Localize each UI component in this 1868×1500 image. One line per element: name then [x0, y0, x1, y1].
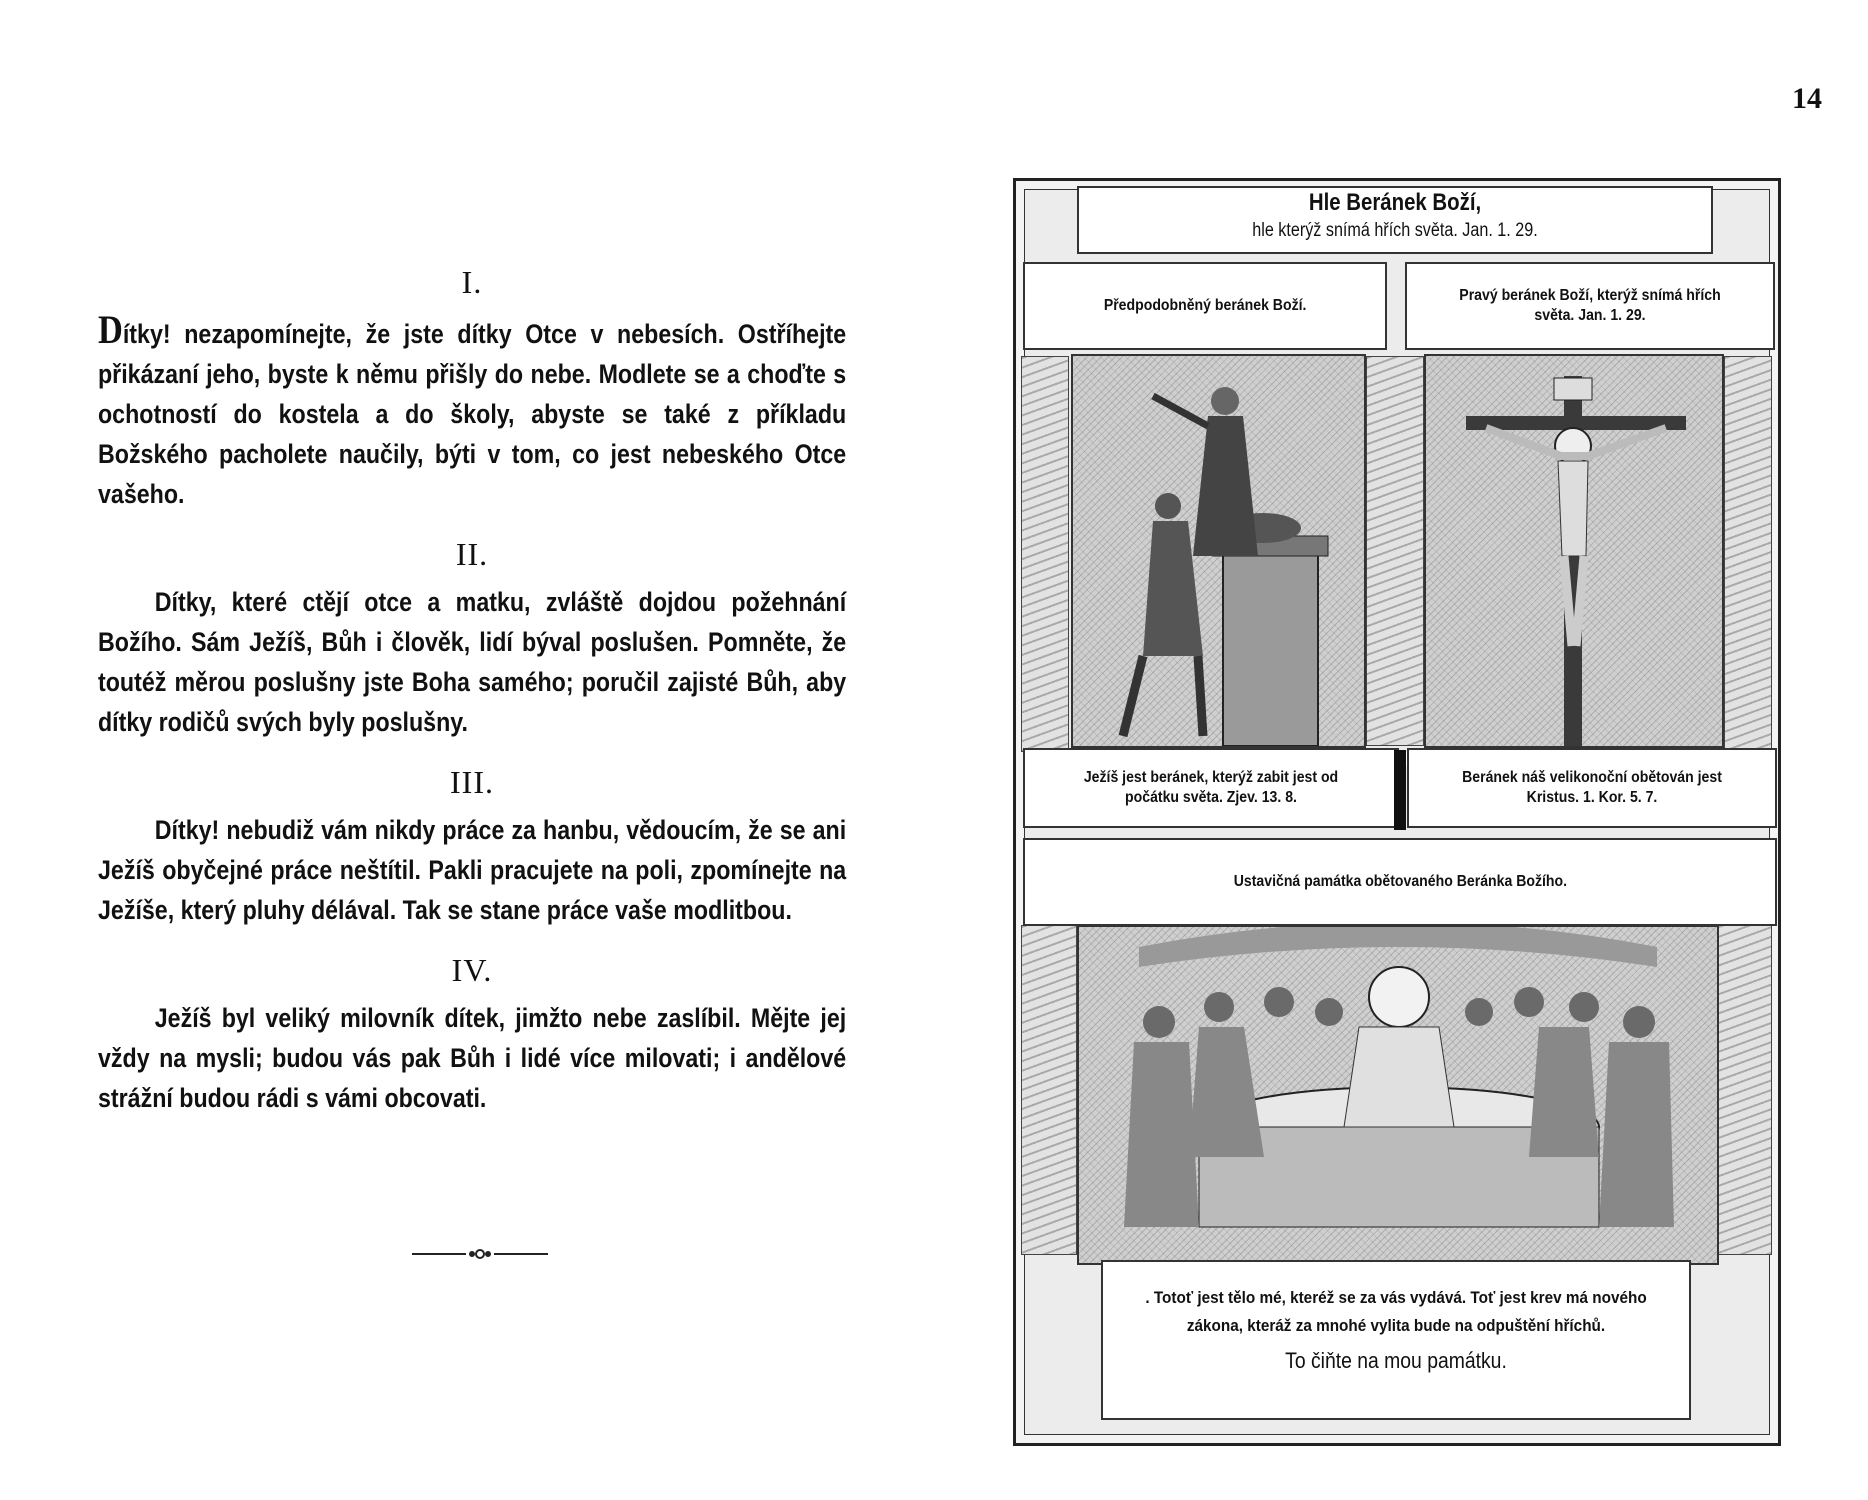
section-numeral-4: IV. [451, 952, 493, 988]
last-supper-illustration [1077, 925, 1719, 1265]
sacrifice-illustration [1071, 354, 1366, 748]
caption-divider [1394, 750, 1406, 830]
right-panel-caption: Beránek náš velikonoční obětován jest Kristus. 1. Kor. 5. 7. [1407, 748, 1777, 828]
page-number: 14 [1792, 82, 1822, 115]
divider-ornament [412, 1247, 548, 1261]
supper-figures [1079, 927, 1717, 1263]
plate-subtitle: hle kterýž snímá hřích světa. Jan. 1. 29. [1252, 220, 1538, 241]
section-text-2: Dítky, které ctějí otce a matku, zvláště dojdou požehnání Božího. Sám Ježíš, Bůh i člověk, lidí býval poslušen. Pomněte, že toutéž měrou poslušny jste Boha samého; poručil zajisté Bůh, aby dítky rodičů svých byly poslušny. [98, 587, 847, 737]
left-panel-caption: Ježíš jest beránek, kterýž zabit jest od počátku světa. Zjev. 13. 8. [1023, 748, 1399, 828]
bottom-caption-text: . Totoť jest tělo mé, kteréž se za vás vydává. Toť jest krev má nového zákona, kteráž za mnohé vylita bude na odpuštění hříchů. [1145, 1288, 1647, 1335]
section-body-1: ítky! nezapomínejte, že jste dítky Otce v nebesích. Ostříhejte přikázaní jeho, byste k němu přišly do nebe. Modlete se a choďte s ochotností do kostela a do školy, abyste se také z příkladu Božského pacholete naučily, býti v tom, co jest nebeského Otce vašeho. [98, 319, 847, 509]
plate-title-banner [1077, 186, 1713, 254]
section-numeral-3: III. [450, 764, 494, 800]
cross-figure [1426, 356, 1722, 746]
plate-title: Hle Beránek Boží, [1308, 189, 1482, 216]
middle-banner: Ustavičná památka obětovaného Beránka Božího. [1023, 838, 1777, 926]
right-panel-label: Pravý beránek Boží, kterýž snímá hřích světa. Jan. 1. 29. [1405, 262, 1775, 350]
right-border-ornament [1724, 356, 1772, 752]
section-text-3: Dítky! nebudiž vám nikdy práce za hanbu, vědoucím, že se ani Ježíš obyčejné práce neštítil. Pakli pracujete na poli, zpomínejte na Ježíše, který pluhy délával. Tak se stane práce vaše modlitbou. [98, 815, 847, 925]
left-panel-label: Předpodobněný beránek Boží. [1023, 262, 1387, 350]
lower-left-border-ornament [1021, 925, 1077, 1255]
priest-altar-figure [1073, 356, 1364, 746]
center-border-ornament [1366, 356, 1424, 746]
lower-right-border-ornament [1718, 925, 1772, 1255]
dropcap: D [98, 307, 123, 352]
bottom-caption-text-2: To čiňte na mou památku. [1285, 1348, 1507, 1373]
crucifixion-illustration [1424, 354, 1724, 748]
left-page-text [98, 262, 846, 1138]
section-text-4: Ježíš byl veliký milovník dítek, jimžto nebe zaslíbil. Mějte jej vždy na mysli; budou vás pak Bůh i lidé více milovati; i andělové strážní budou rádi s vámi obcovati. [98, 1003, 847, 1113]
left-border-ornament [1021, 356, 1069, 752]
section-numeral-1: I. [461, 264, 483, 300]
bottom-caption [1101, 1260, 1691, 1420]
section-text-1 [98, 307, 847, 514]
section-numeral-2: II. [455, 536, 489, 572]
